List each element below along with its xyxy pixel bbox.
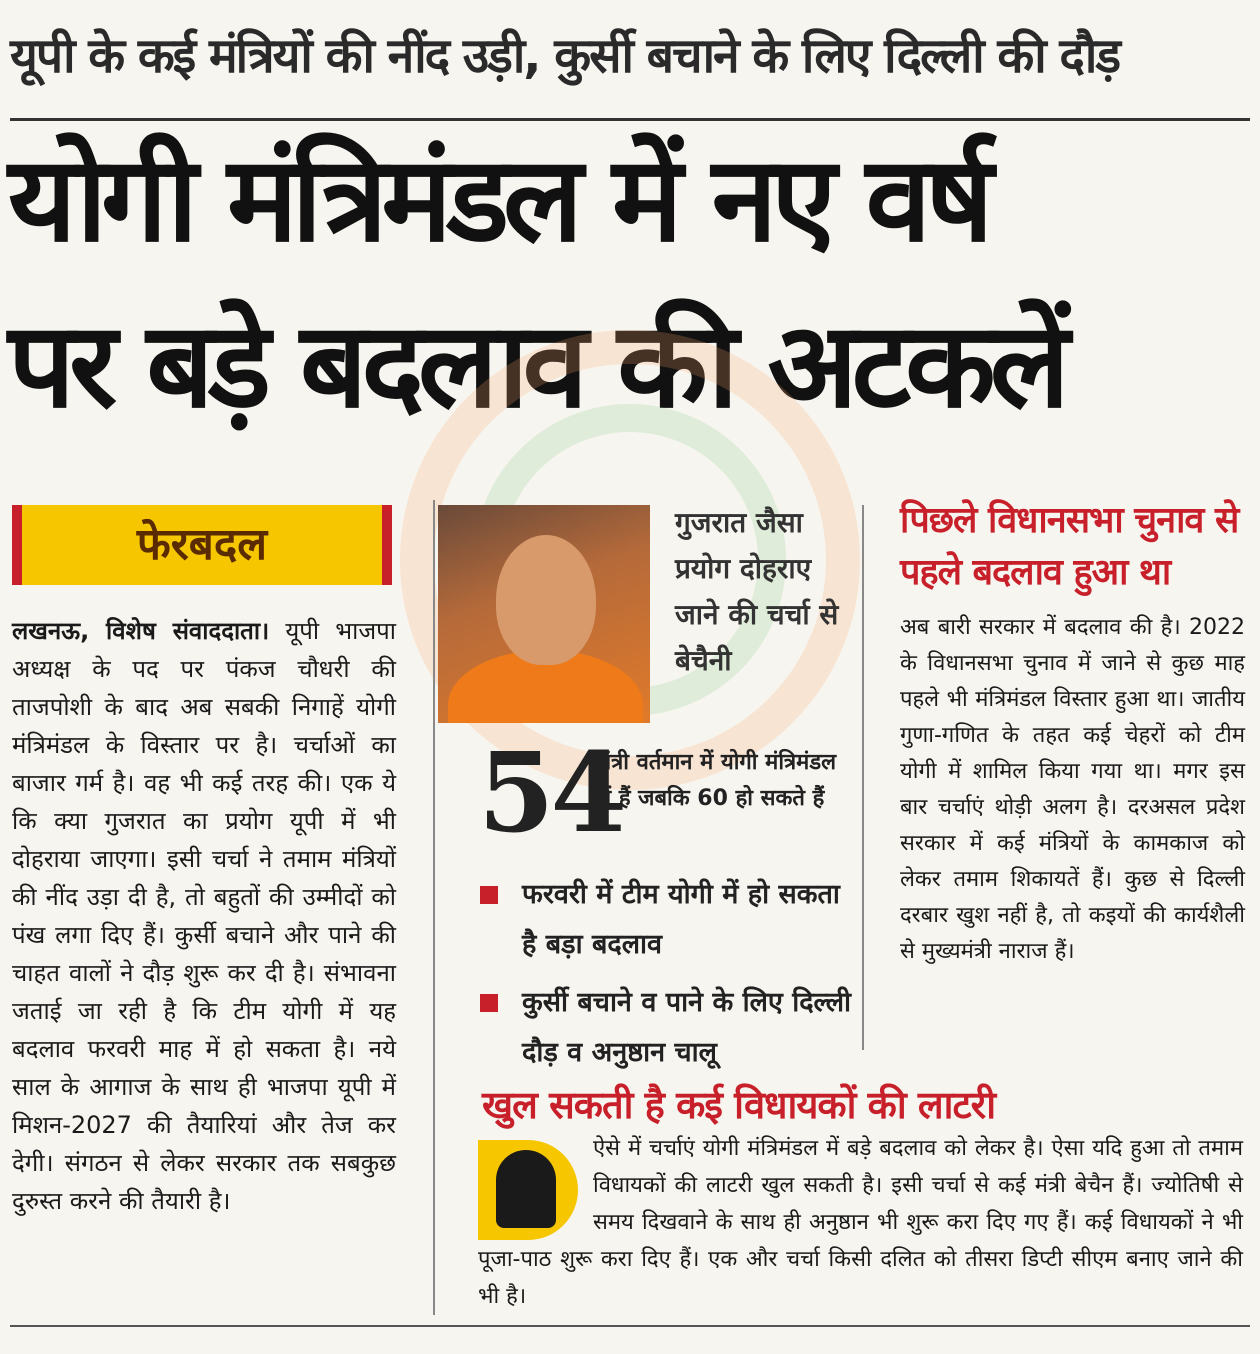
bullet-text: फरवरी में टीम योगी में हो सकता है बड़ा बदलाव bbox=[522, 879, 840, 960]
headline-line-2: पर बड़े बदलाव की अटकलें bbox=[8, 296, 1064, 434]
photo-caption: गुजरात जैसा प्रयोग दोहराए जाने की चर्चा से बेचैनी bbox=[675, 506, 839, 677]
divider bbox=[10, 1325, 1250, 1327]
column-divider bbox=[862, 505, 864, 1050]
bullet-item bbox=[478, 870, 858, 970]
right-column-heading: पिछले विधानसभा चुनाव से पहले बदलाव हुआ था bbox=[900, 500, 1239, 593]
bullet-list bbox=[478, 870, 858, 1086]
section-tag bbox=[12, 505, 392, 585]
dateline: लखनऊ, विशेष संवाददाता। bbox=[12, 617, 270, 645]
headline-line-1: योगी मंत्रिमंडल में नए वर्ष bbox=[8, 130, 988, 268]
stat-number: 54 bbox=[478, 728, 624, 857]
bullet-item bbox=[478, 978, 858, 1078]
portrait-photo bbox=[438, 505, 650, 723]
divider bbox=[10, 118, 1250, 121]
square-bullet-icon bbox=[480, 886, 498, 904]
bottom-article bbox=[478, 1130, 1243, 1315]
left-column-article bbox=[12, 612, 396, 1220]
column-divider bbox=[433, 500, 435, 1315]
right-column-body: अब बारी सरकार में बदलाव की है। 2022 के विधानसभा चुनाव में जाने से कुछ माह पहले भी मंत्रिमंडल विस्तार हुआ था। जातीय गुणा-गणित के तहत कई चेहरों को टीम योगी में शामिल किया गया था। मगर इस बार चर्चाएं थोड़ी अलग है। दरअसल प्रदेश सरकार में कई मंत्रियों के कामकाज को लेकर तमाम शिकायतें हैं। कुछ से दिल्ली दरबार खुश नहीं है, तो कइयों की कार्यशैली से मुख्यमंत्री नाराज हैं। bbox=[900, 615, 1245, 964]
bullet-text: कुर्सी बचाने व पाने के लिए दिल्ली दौड़ व अनुष्ठान चालू bbox=[522, 987, 852, 1068]
section-tag-label: फेरबदल bbox=[136, 519, 268, 570]
bottom-body: ऐसे में चर्चाएं योगी मंत्रिमंडल में बड़े बदलाव को लेकर है। ऐसा यदि हुआ तो तमाम विधायकों की लाटरी खुल सकती है। इसी चर्चा से कई मंत्री बेचैन हैं। ज्योतिषी से समय दिखवाने के साथ ही अनुष्ठान भी शुरू करा दिए गए हैं। कई विधायकों ने भी पूजा-पाठ शुरू करा दिए हैं। एक और चर्चा किसी दलित को तीसरा डिप्टी सीएम बनाए जाने की भी है। bbox=[478, 1136, 1243, 1309]
square-bullet-icon bbox=[480, 994, 498, 1012]
kicker-headline: यूपी के कई मंत्रियों की नींद उड़ी, कुर्सी बचाने के लिए दिल्ली की दौड़ bbox=[10, 28, 1120, 84]
stat-text: मंत्री वर्तमान में योगी मंत्रिमंडल में हैं जबकि 60 हो सकते हैं bbox=[598, 750, 837, 811]
bottom-heading: खुल सकती है कई विधायकों की लाटरी bbox=[482, 1083, 996, 1127]
left-column-body: यूपी भाजपा अध्यक्ष के पद पर पंकज चौधरी की ताजपोशी के बाद अब सबकी निगाहें योगी मंत्रिमंडल के विस्तार पर है। चर्चाओं का बाजार गर्म है। वह भी कई तरह की। एक ये कि क्या गुजरात का प्रयोग यूपी में भी दोहराया जाएगा। इसी चर्चा ने तमाम मंत्रियों की नींद उड़ा दी है, तो बहुतों की उम्मीदों को पंख लगा दिए हैं। कुर्सी बचाने और पाने की चाहत वालों ने दौड़ शुरू कर दी है। संभावना जताई जा रही है कि टीम योगी में यह बदलाव फरवरी माह में हो सकता है। नये साल के आगाज के साथ ही भाजपा यूपी में मिशन-2027 की तैयारियां और तेज कर देगी। संगठन से लेकर सरकार तक सबकुछ दुरुस्त करने की तैयारी है। bbox=[12, 617, 396, 1215]
